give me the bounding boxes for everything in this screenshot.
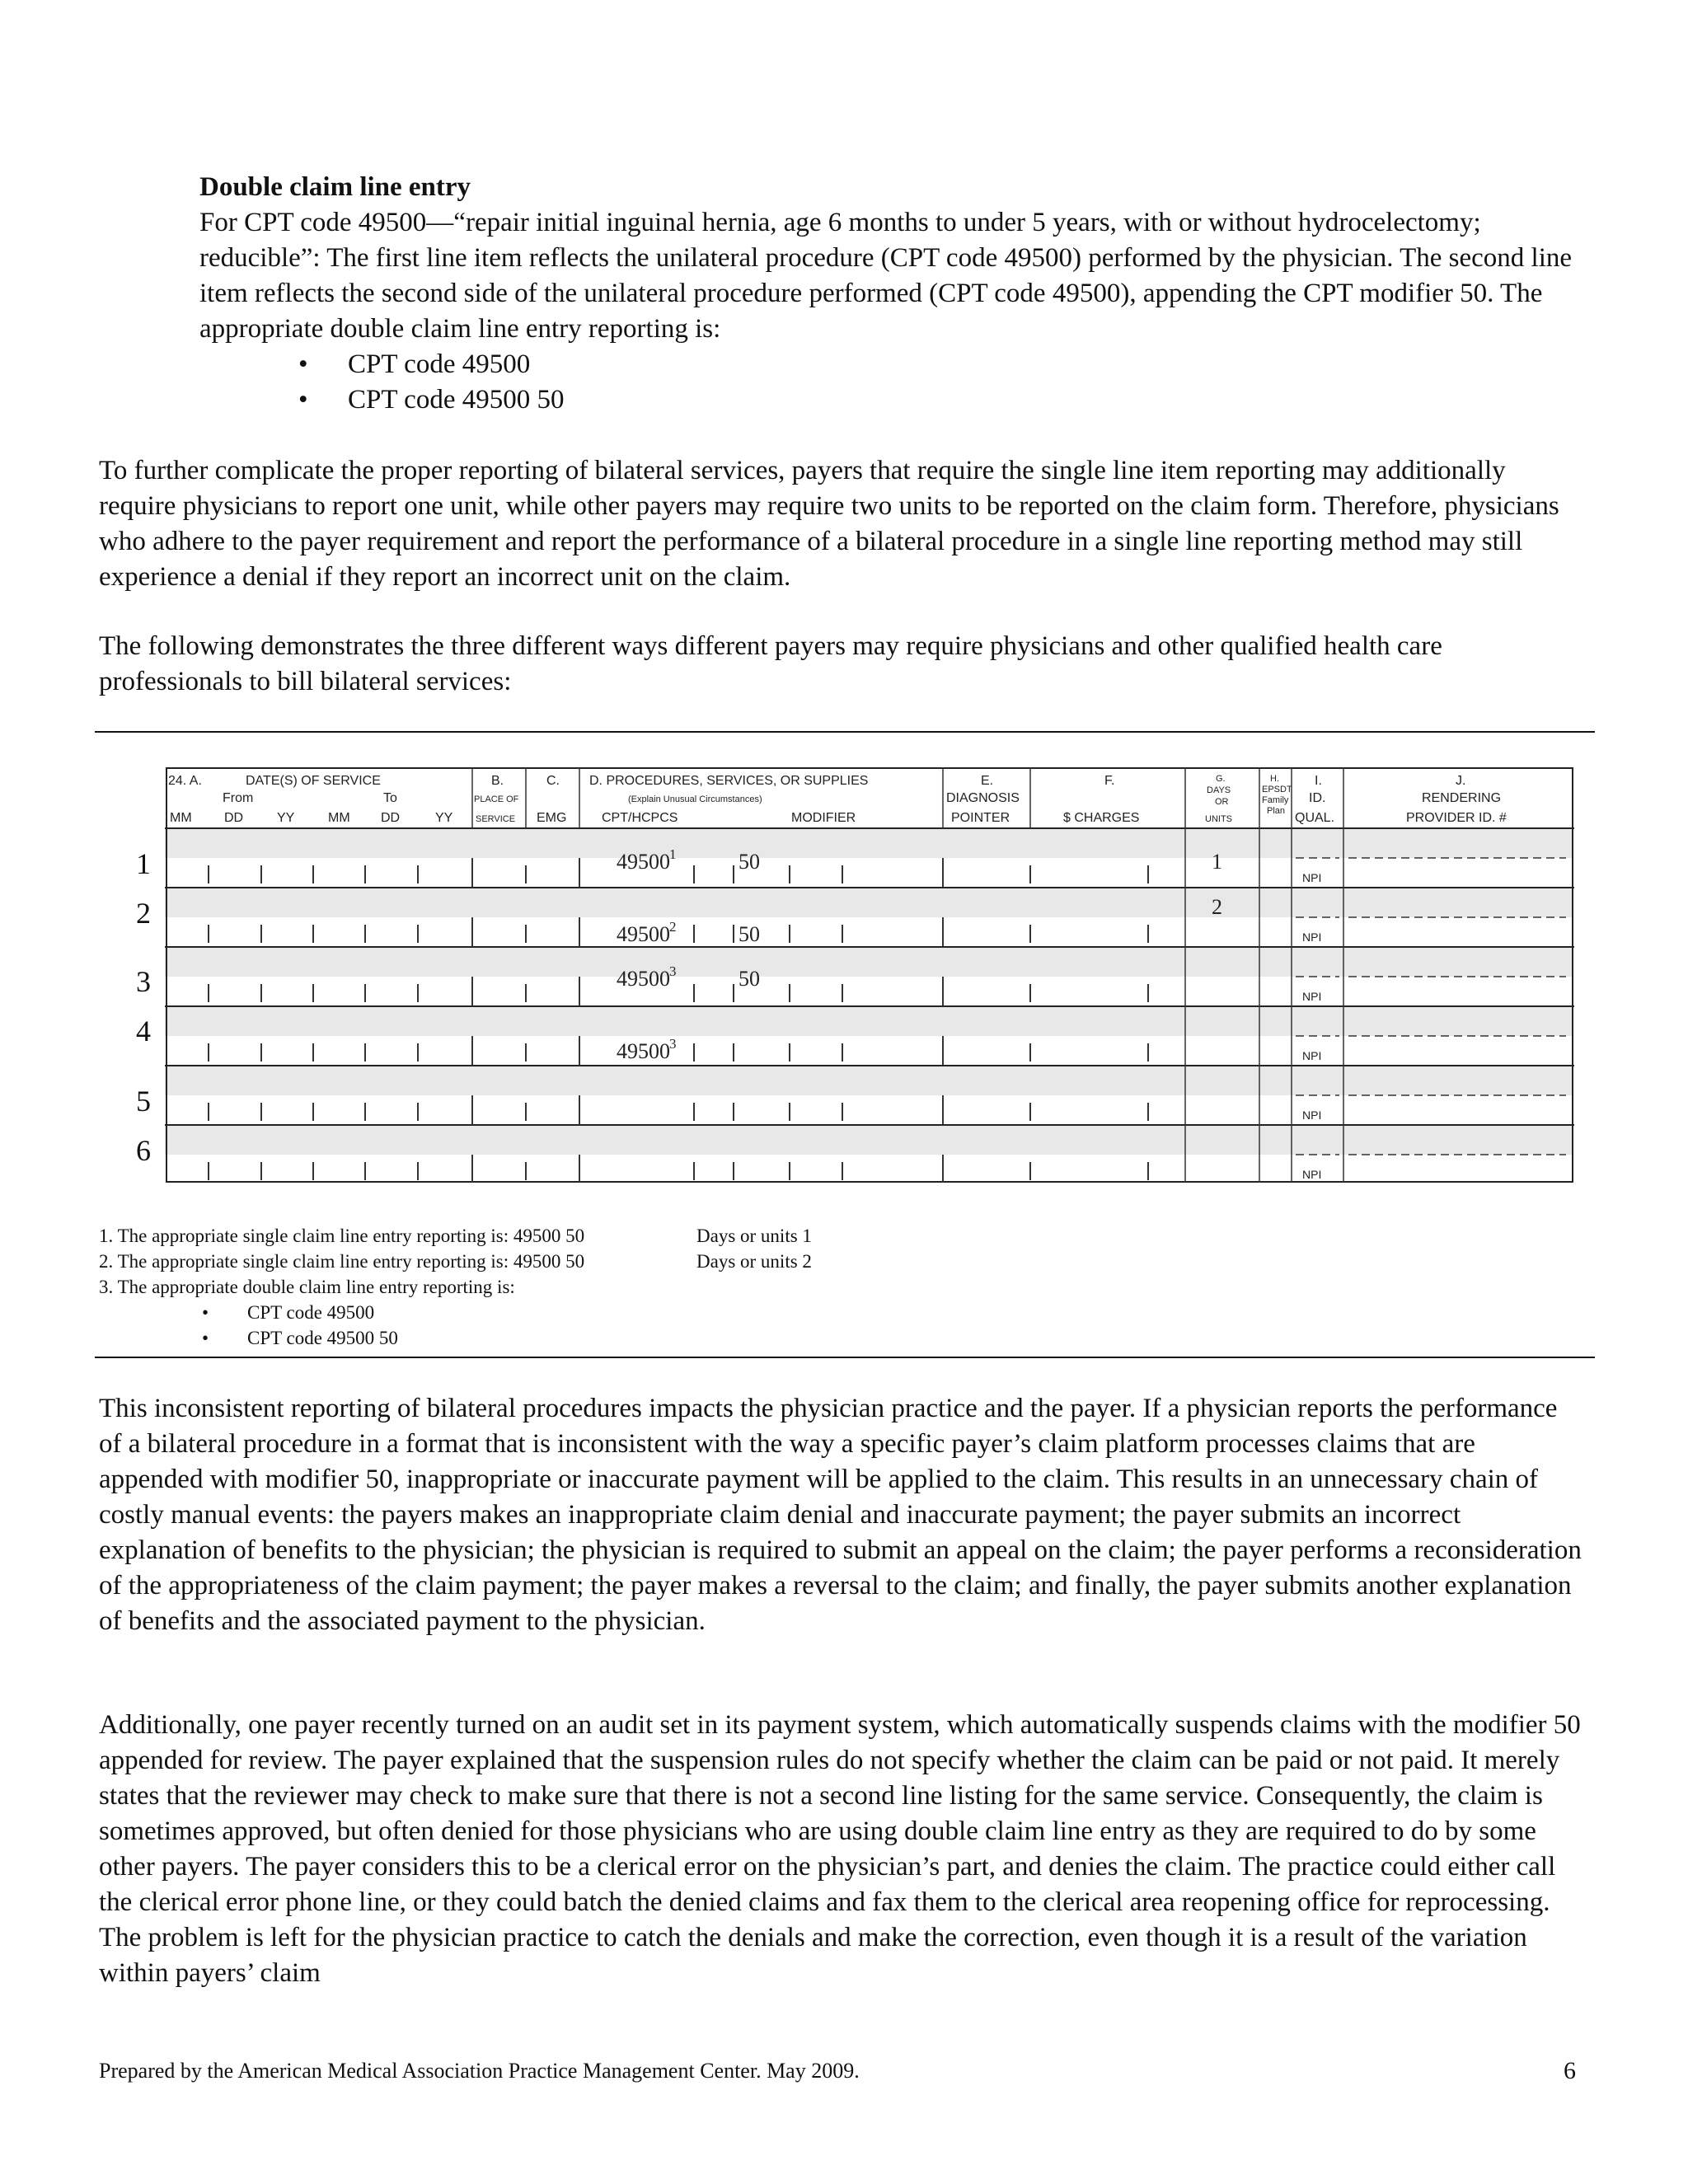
hdr-h: H.	[1270, 774, 1279, 784]
hdr-i: I.	[1315, 774, 1322, 788]
claim-form-box24	[165, 766, 1578, 1185]
modifier-value: 50	[738, 967, 760, 991]
cpt-superscript: 1	[669, 846, 677, 862]
hdr-mm: MM	[170, 811, 192, 825]
paragraph-audit	[99, 1708, 1582, 1991]
modifier-value: 50	[738, 922, 760, 946]
npi-label: NPI	[1302, 1108, 1322, 1122]
hdr-emg: EMG	[537, 811, 567, 825]
intro-bullets	[199, 347, 1592, 418]
npi-label: NPI	[1302, 871, 1322, 884]
modifier-value: 50	[738, 850, 760, 874]
cpt-code: 49500	[617, 1039, 670, 1063]
bullet-item: • CPT code 49500 50	[202, 1325, 1335, 1351]
cpt-superscript: 2	[669, 919, 677, 935]
line-number: 2	[136, 897, 151, 930]
footnote-bullets	[99, 1300, 1335, 1351]
hdr-pointer: POINTER	[951, 811, 1010, 825]
hdr-or: OR	[1215, 797, 1229, 807]
section-title: Double claim line entry	[199, 172, 471, 202]
cpt-code: 49500	[617, 850, 670, 874]
footnote-3: 3. The appropriate double claim line entry reporting is:	[99, 1277, 515, 1297]
hdr-cpt: CPT/HCPCS	[602, 811, 678, 825]
hdr-rendering: RENDERING	[1422, 791, 1502, 805]
hdr-from: From	[223, 791, 254, 805]
cpt-superscript: 3	[669, 1036, 677, 1052]
hdr-mm-to: MM	[328, 811, 350, 825]
footnote-2-units: Days or units 2	[696, 1251, 812, 1272]
hdr-days: DAYS	[1207, 785, 1231, 795]
hdr-qual: QUAL.	[1295, 811, 1335, 825]
intro-text: For CPT code 49500—“repair initial inguinal hernia, age 6 months to under 5 years, with or without hydrocelectomy; reducible”: The first line item reflects the unilateral procedure (CPT code 49500) performed by the physician. The second line item reflects the second side of the unilateral procedure performed (CPT code 49500), appending the CPT modifier 50. The appropriate double claim line entry reporting is:	[199, 208, 1573, 344]
hdr-diagnosis: DIAGNOSIS	[946, 791, 1020, 805]
bullet-item: • CPT code 49500	[298, 347, 1592, 382]
bullet-item: • CPT code 49500	[202, 1300, 1335, 1325]
cpt-code: 49500	[617, 967, 670, 991]
footnote-row	[99, 1223, 1335, 1249]
footnote-2: 2. The appropriate single claim line entry reporting is: 49500 50	[99, 1251, 585, 1272]
paragraph-intro-examples	[99, 629, 1582, 700]
hdr-j: J.	[1456, 774, 1466, 788]
hdr-24a: 24. A.	[168, 774, 202, 788]
npi-label: NPI	[1302, 1168, 1322, 1181]
footer-text: Prepared by the American Medical Association Practice Management Center. May 2009.	[99, 2059, 860, 2083]
paragraph-text: The following demonstrates the three different ways different payers may require physicians and other qualified health care professionals to bill bilateral services:	[99, 631, 1442, 696]
hdr-e: E.	[981, 774, 994, 788]
hdr-epsdt: EPSDT	[1262, 785, 1292, 794]
hdr-id: ID.	[1309, 791, 1326, 805]
form-footnotes	[99, 1223, 1335, 1351]
page-number: 6	[1564, 2057, 1576, 2084]
units-value: 1	[1212, 850, 1222, 874]
npi-label: NPI	[1302, 990, 1322, 1003]
hdr-dd: DD	[224, 811, 244, 825]
hdr-b: B.	[491, 774, 504, 788]
hdr-modifier: MODIFIER	[791, 811, 856, 825]
paragraph-text: Additionally, one payer recently turned on an audit set in its payment system, which automatically suspends claims with the modifier 50 appended for review. The payer explained that the suspension rules do not specify whether the claim can be paid or not paid. It merely states that the reviewer may check to make sure that there is not a second line listing for the same service. Consequently, the claim is sometimes approved, but often denied for those physicians who are using double claim line entry as they are required to do by some other payers. The payer considers this to be a clerical error on the physician’s part, and denies the claim. The practice could either call the clerical error phone line, or they could batch the denied claims and fax them to the clerical area reopening office for reprocessing. The problem is left for the physician practice to catch the denials and make the correction, even though it is a result of the variation within payers’ claim	[99, 1710, 1581, 1988]
npi-label: NPI	[1302, 930, 1322, 944]
units-value: 2	[1212, 895, 1222, 919]
hdr-units: UNITS	[1205, 814, 1232, 824]
line-number: 3	[136, 965, 151, 998]
line-number: 1	[136, 847, 151, 880]
hdr-place: PLACE OF	[474, 794, 519, 804]
hdr-provider: PROVIDER ID. #	[1406, 811, 1507, 825]
hdr-g: G.	[1216, 774, 1226, 784]
hdr-d: D. PROCEDURES, SERVICES, OR SUPPLIES	[589, 774, 869, 788]
paragraph-text: To further complicate the proper reporting of bilateral services, payers that require the single line item reporting may additionally require physicians to report one unit, while other payers may require two units to be reported on the claim form. Therefore, physicians who adhere to the payer requirement and report the performance of a bilateral procedure in a single line reporting method may still experience a denial if they report an incorrect unit on the claim.	[99, 456, 1559, 592]
footnote-row	[99, 1249, 1335, 1274]
paragraph-units	[99, 453, 1582, 595]
line-number: 6	[136, 1134, 151, 1167]
claim-form-grid	[165, 766, 1578, 1185]
hdr-service: SERVICE	[476, 814, 516, 824]
hdr-dd-to: DD	[381, 811, 401, 825]
intro-section	[199, 170, 1592, 418]
line-number: 4	[136, 1015, 151, 1047]
footnote-1-units: Days or units 1	[696, 1226, 812, 1246]
paragraph-text: This inconsistent reporting of bilateral procedures impacts the physician practice and the payer. If a physician reports the performance of a bilateral procedure in a format that is inconsistent with the way a specific payer’s claim platform processes claims that are appended with modifier 50, inappropriate or inaccurate payment will be applied to the claim. This results in an unnecessary chain of costly manual events: the payers makes an inappropriate claim denial and inaccurate payment; the payer submits an incorrect explanation of benefits to the physician; the physician is required to submit an appeal on the claim; the payer performs a reconsideration of the appropriateness of the claim payment; the payer makes a reversal to the claim; and finally, the payer submits another explanation of benefits and the associated payment to the physician.	[99, 1394, 1582, 1636]
hdr-plan: Plan	[1267, 806, 1286, 816]
divider-bottom	[95, 1357, 1595, 1358]
page-footer	[99, 2059, 1582, 2083]
hdr-dates: DATE(S) OF SERVICE	[246, 774, 381, 788]
bullet-item: • CPT code 49500 50	[298, 382, 1592, 418]
hdr-f: F.	[1104, 774, 1115, 788]
line-number: 5	[136, 1085, 151, 1118]
hdr-family: Family	[1262, 795, 1289, 805]
npi-label: NPI	[1302, 1049, 1322, 1062]
hdr-to: To	[383, 791, 397, 805]
hdr-charges: $ CHARGES	[1063, 811, 1140, 825]
cpt-superscript: 3	[669, 963, 677, 979]
cpt-code: 49500	[617, 922, 670, 946]
footnote-1: 1. The appropriate single claim line entry reporting is: 49500 50	[99, 1226, 585, 1246]
hdr-explain: (Explain Unusual Circumstances)	[628, 794, 762, 804]
hdr-yy: YY	[277, 811, 295, 825]
hdr-yy-to: YY	[435, 811, 453, 825]
hdr-c: C.	[546, 774, 560, 788]
divider-top	[95, 731, 1595, 733]
paragraph-inconsistent-reporting	[99, 1391, 1582, 1639]
